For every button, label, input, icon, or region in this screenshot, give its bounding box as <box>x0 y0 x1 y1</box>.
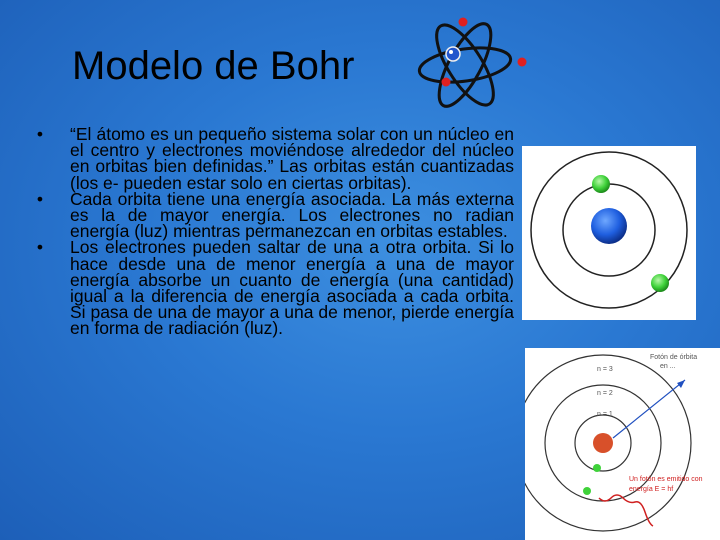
bullet-text: Los electrones pueden saltar de una a otra orbita. Si lo hace desde una de menor energía a una de mayor energía absorbe un cuanto de energía (una cantidad) igual a la diferencia de energía asociada a cada orbita. Si pasa de una de mayor a una de menor, pierde energía en forma de radiación (luz). <box>70 237 514 339</box>
photon-emission-image <box>525 348 720 540</box>
absorbed-label-line2: en ... <box>660 363 676 370</box>
emitted-label-line1: Un fotón es emitido con <box>629 476 703 483</box>
bullet-item <box>30 188 514 242</box>
electron <box>651 274 669 292</box>
bohr-orbits-image <box>522 146 696 320</box>
bullet-symbol: • <box>36 124 44 144</box>
emitted-label-line2: energía E = hf <box>629 486 674 493</box>
level-label: n = 3 <box>597 366 613 373</box>
atom-icon <box>410 10 530 115</box>
bullet-item <box>30 126 514 191</box>
bullet-item <box>30 237 514 339</box>
nucleus <box>591 208 627 244</box>
electron <box>592 175 610 193</box>
slide-title: Modelo de Bohr <box>72 44 355 88</box>
bullet-text: Cada orbita tiene una energía asociada. La más externa es la de mayor energía. Los electrones no radian energía (luz) mientras permanezcan en orbitas estables. <box>70 188 514 242</box>
level-label: n = 2 <box>597 390 613 397</box>
bullet-symbol: • <box>36 188 44 209</box>
bullet-list <box>30 126 514 337</box>
level-label: n = 1 <box>597 411 613 418</box>
bullet-symbol: • <box>36 237 44 258</box>
bullet-text: “El átomo es un pequeño sistema solar con un núcleo en el centro y electrones moviéndose alrededor del núcleo en orbitas bien definidas.” Las orbitas están cuantizadas (los e- pueden estar solo en ciertas orbitas). <box>70 124 514 193</box>
absorbed-label-line1: Fotón de órbita <box>650 354 698 361</box>
